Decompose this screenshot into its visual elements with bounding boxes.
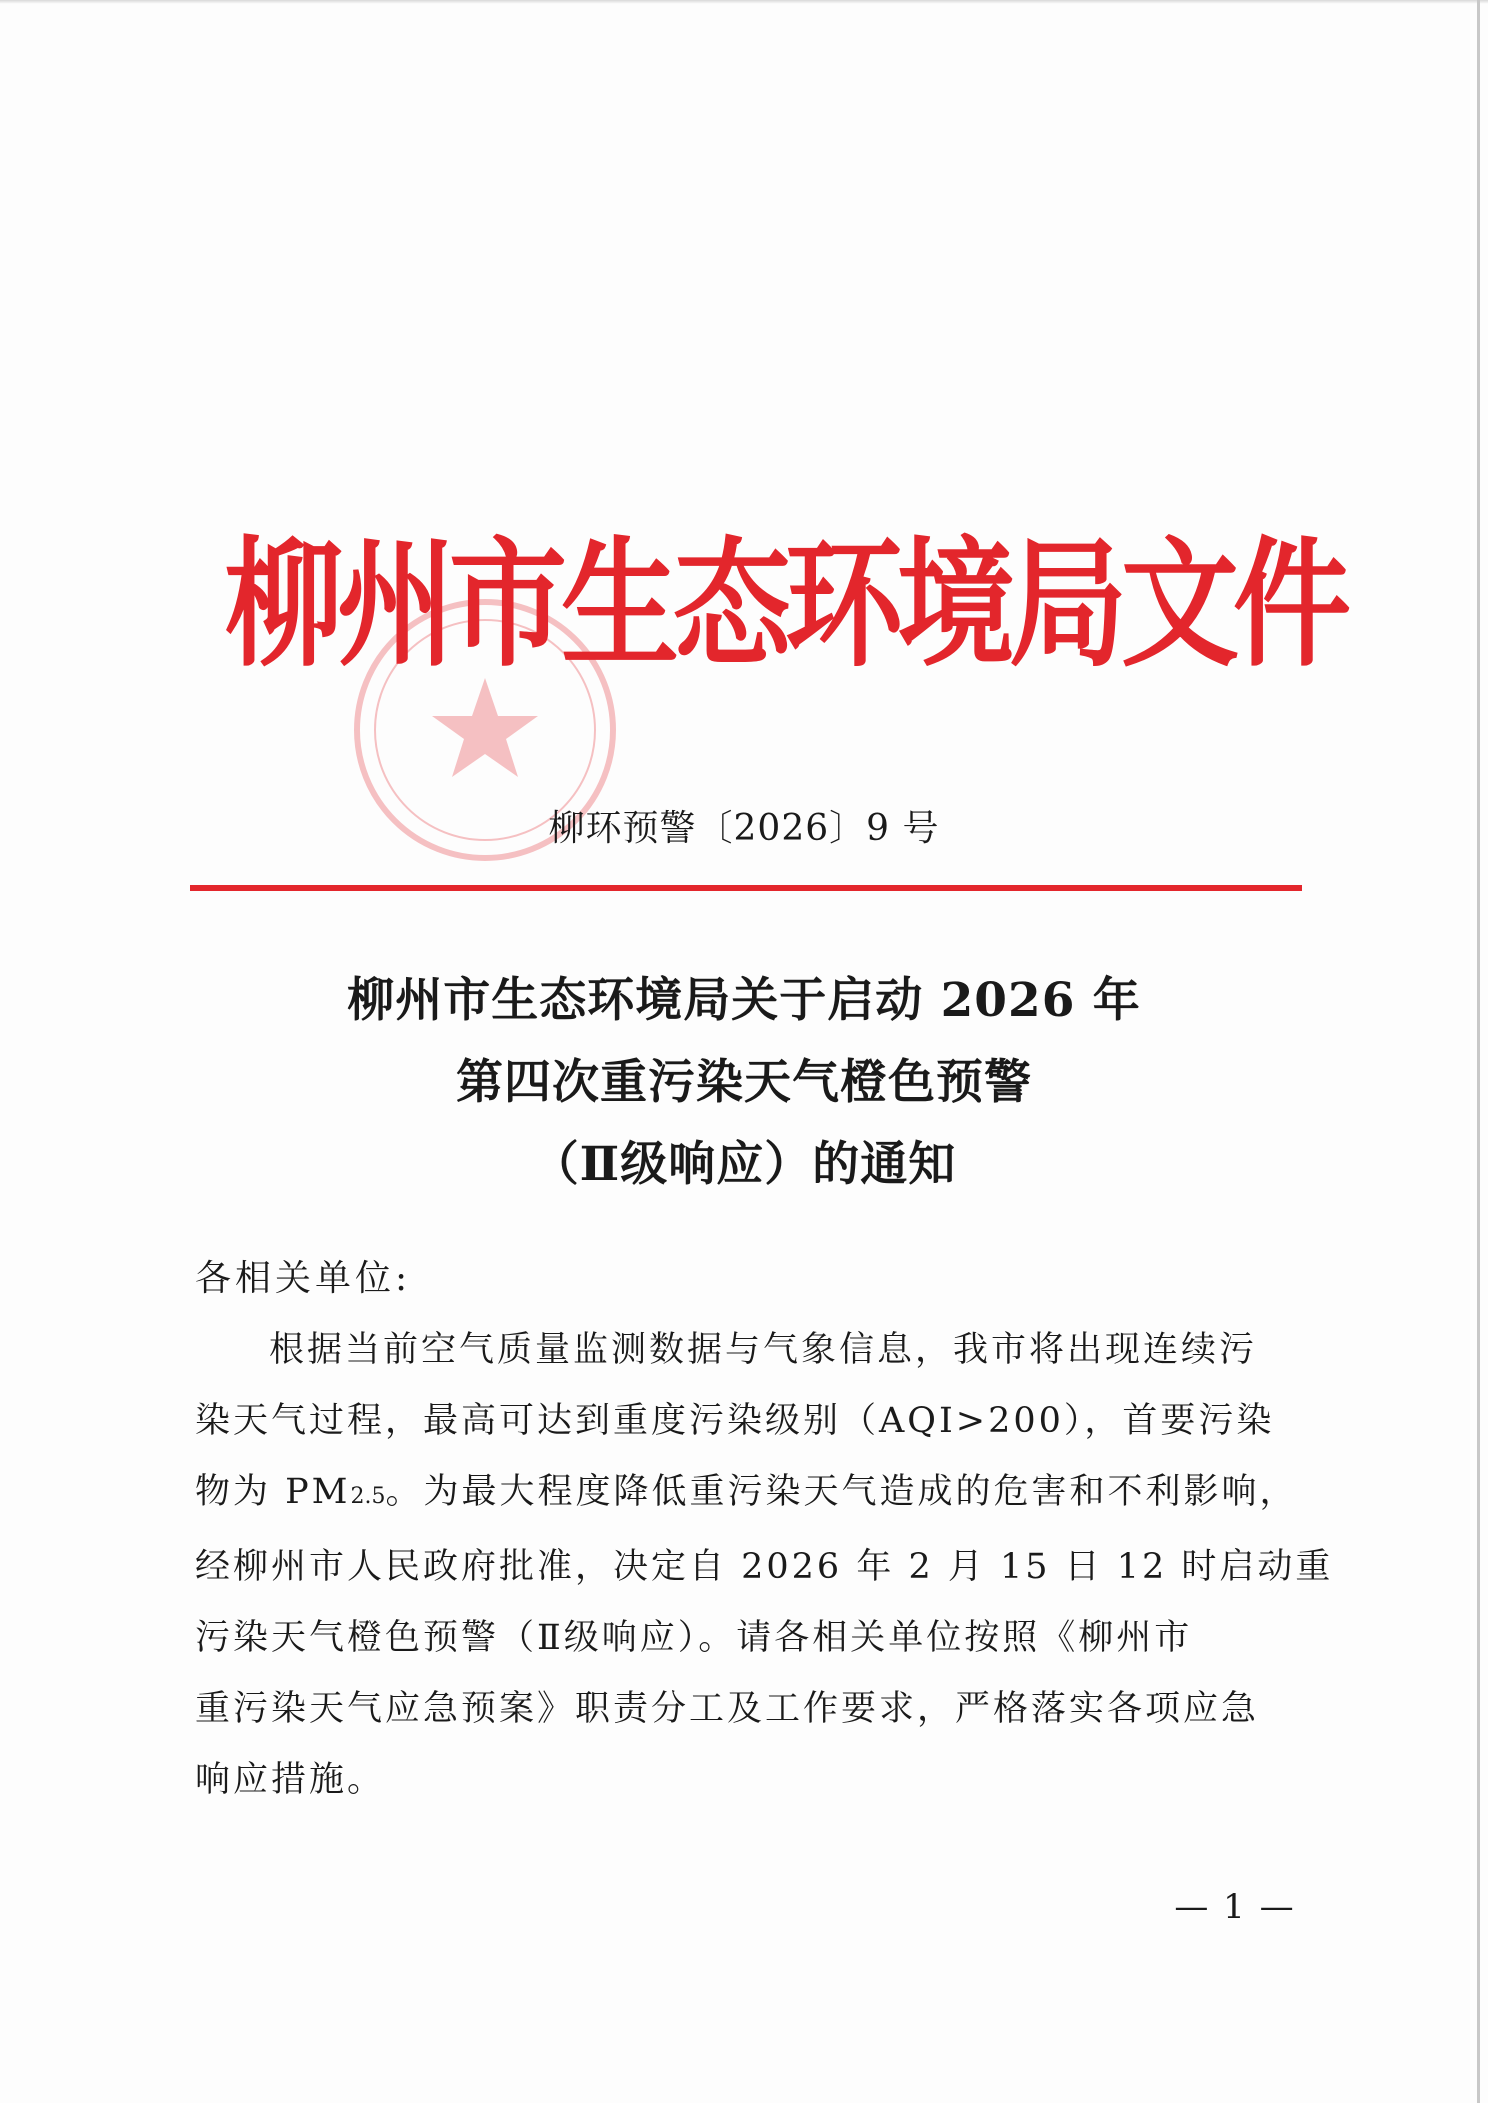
page-number: — 1 — [1174,1887,1296,1927]
notice-title [0,960,1488,1206]
title-line: （Ⅱ级响应）的通知 [531,1137,957,1192]
red-divider [190,885,1302,891]
paragraph-line-rest: 。为最大程度降低重污染天气造成的危害和不利影响， [385,1472,1298,1512]
salutation: 各相关单位: [195,1258,412,1299]
paragraph-line: 污染天气橙色预警（Ⅱ级响应）。请各相关单位按照《柳州市 [195,1618,1193,1658]
paragraph-line: 根据当前空气质量监测数据与气象信息，我市将出现连续污 [269,1330,1258,1370]
body-paragraph [195,1315,1334,1816]
title-line: 柳州市生态环境局关于启动 2026 年 [347,973,1141,1028]
paragraph-line: 染天气过程，最高可达到重度污染级别（AQI>200），首要污染 [195,1401,1275,1441]
paragraph-line: 重污染天气应急预案》职责分工及工作要求，严格落实各项应急 [195,1689,1260,1729]
masthead-title: 柳州市生态环境局文件 [225,522,1346,686]
paragraph-line: 经柳州市人民政府批准，决定自 2026 年 2 月 15 日 12 时启动重 [195,1547,1334,1587]
title-line: 第四次重污染天气橙色预警 [456,1055,1032,1110]
paragraph-line: 响应措施。 [195,1760,386,1800]
page-top-edge [0,0,1488,4]
document-number: 柳环预警〔2026〕9 号 [548,808,940,849]
pm-label: 物为 PM [195,1472,351,1512]
pm-subscript: 2.5 [350,1484,386,1509]
paragraph-line [195,1457,1315,1532]
